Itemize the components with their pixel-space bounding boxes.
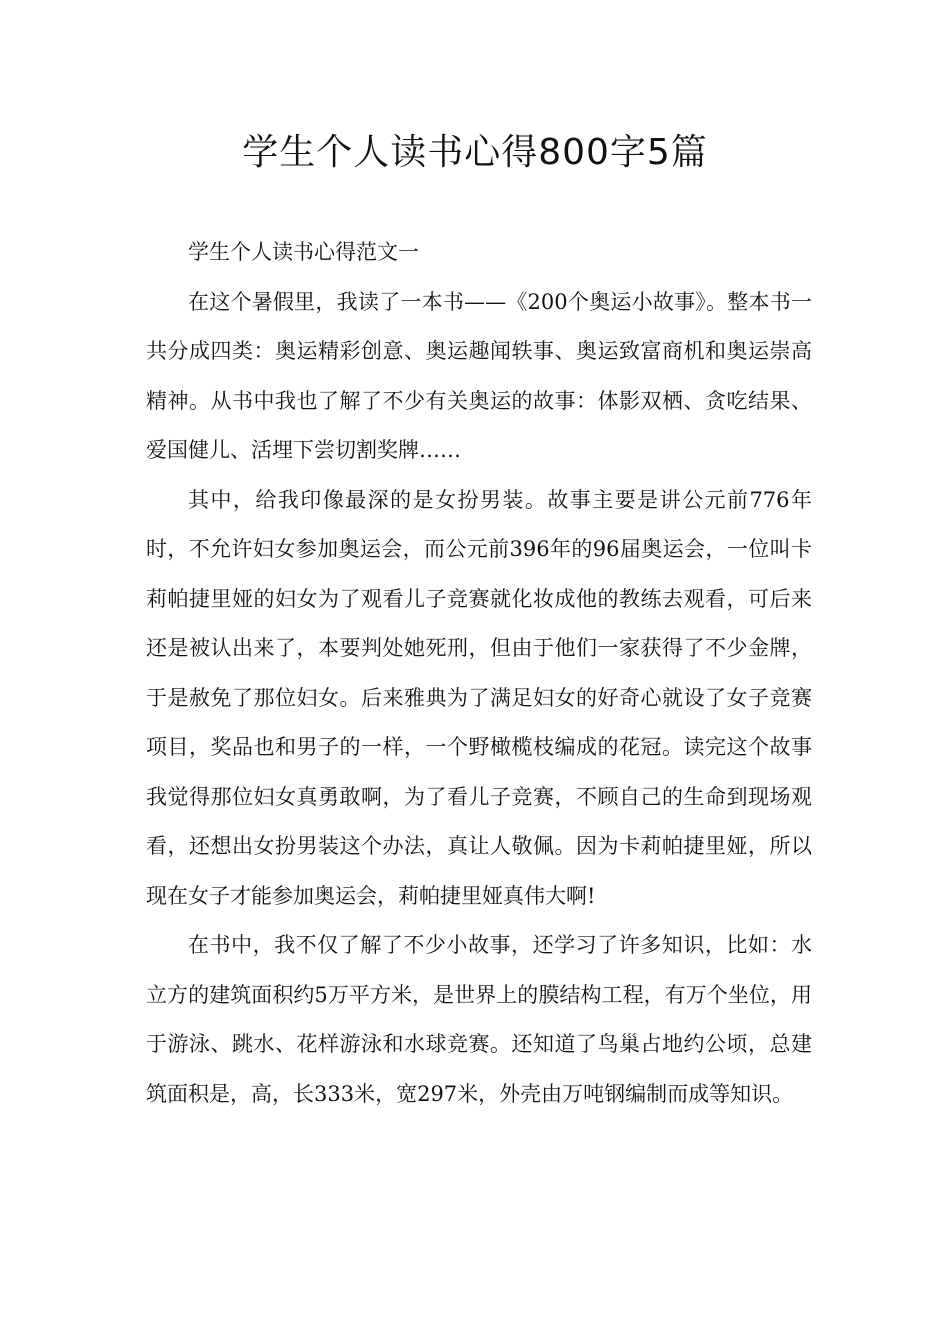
document-body: [146, 228, 812, 1119]
paragraph-3: 在书中，我不仅了解了不少小故事，还学习了许多知识，比如：水立方的建筑面积约5万平方米，是世界上的膜结构工程，有万个坐位，用于游泳、跳水、花样游泳和水球竞赛。还知道了鸟巢占地约公顷，总建筑面积是，高，长333米，宽297米，外壳由万吨钢编制而成等知识。: [146, 933, 812, 1106]
document-title: 学生个人读书心得800字5篇: [242, 132, 708, 173]
paragraph-1: 在这个暑假里，我读了一本书——《200个奥运小故事》。整本书一共分成四类：奥运精彩创意、奥运趣闻轶事、奥运致富商机和奥运崇高精神。从书中我也了解了不少有关奥运的故事：体影双栖、贪吃结果、爱国健儿、活埋下尝切割奖牌……: [146, 289, 812, 462]
paragraph-2: 其中，给我印像最深的是女扮男装。故事主要是讲公元前776年时，不允许妇女参加奥运会，而公元前396年的96届奥运会，一位叫卡莉帕捷里娅的妇女为了观看儿子竞赛就化妆成他的教练去观看，可后来还是被认出来了，本要判处她死刑，但由于他们一家获得了不少金牌，于是赦免了那位妇女。后来雅典为了满足妇女的好奇心就设了女子竞赛项目，奖品也和男子的一样，一个野橄榄枝编成的花冠。读完这个故事我觉得那位妇女真勇敢啊，为了看儿子竞赛，不顾自己的生命到现场观看，还想出女扮男装这个办法，真让人敬佩。因为卡莉帕捷里娅，所以现在女子才能参加奥运会，莉帕捷里娅真伟大啊!: [146, 487, 812, 908]
section-heading: 学生个人读书心得范文一: [188, 240, 419, 264]
